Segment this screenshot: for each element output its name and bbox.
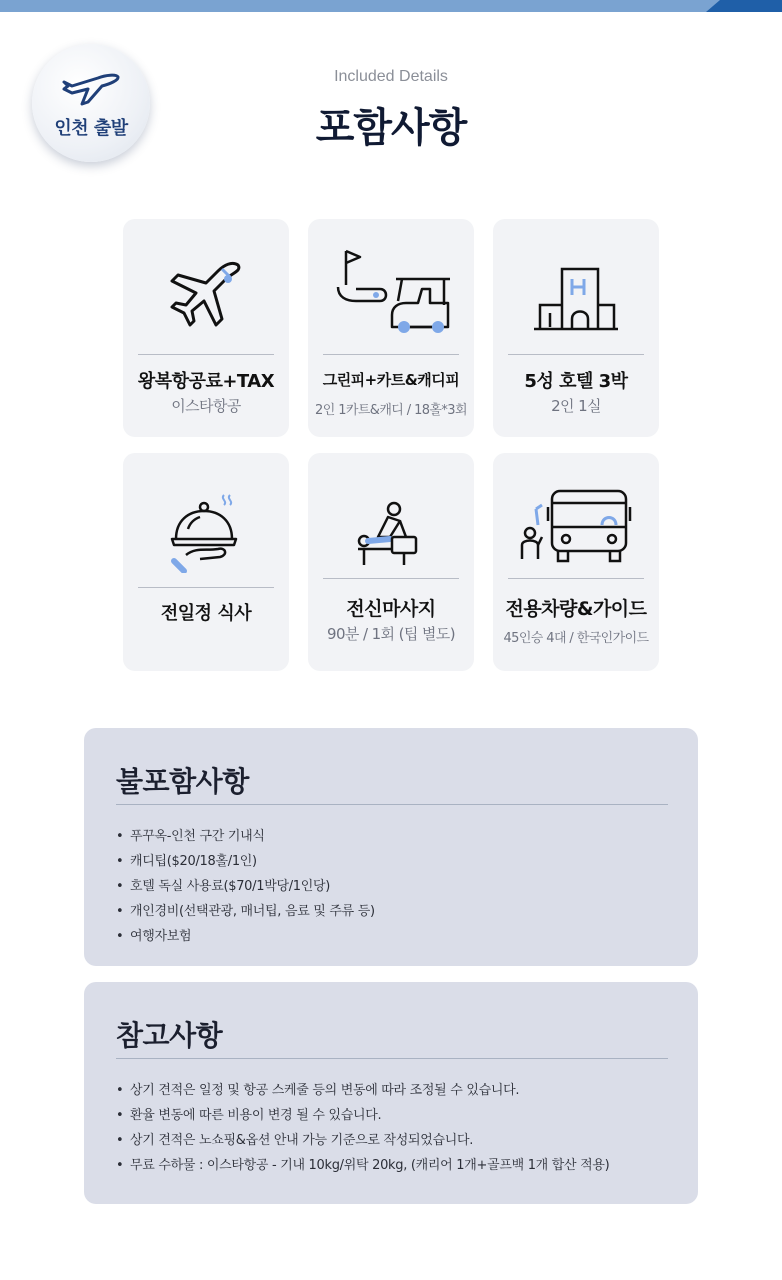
massage-icon — [354, 497, 428, 571]
list-item: • 개인경비(선택관광, 매너팁, 음료 및 주류 등) — [116, 899, 375, 924]
list-item: • 여행자보험 — [116, 924, 375, 949]
card-name: 5성 호텔 3박 — [524, 371, 628, 392]
card-name: 전용차량&가이드 — [505, 598, 647, 620]
notes-list — [116, 1078, 609, 1178]
badge-label: 인천 출발 — [54, 118, 128, 139]
golf-cart-icon — [326, 245, 456, 335]
panel-divider — [116, 804, 668, 805]
hotel-icon — [530, 263, 622, 335]
card-divider — [323, 354, 459, 355]
notes-panel — [84, 982, 698, 1204]
list-item: • 상기 견적은 노쇼핑&옵션 안내 가능 기준으로 작성되었습니다. — [116, 1128, 609, 1153]
excluded-panel — [84, 728, 698, 966]
included-card-golf — [308, 219, 474, 437]
card-name: 전신마사지 — [346, 598, 436, 620]
bus-guide-icon — [516, 487, 636, 567]
card-desc: 2인 1카트&캐디 / 18홀*3회 — [315, 403, 467, 418]
list-item: • 무료 수하물 : 이스타항공 - 기내 10kg/위탁 20kg, (캐리어 1개+골프백 1개 합산 적용) — [116, 1153, 609, 1178]
card-divider — [508, 578, 644, 579]
airplane-icon — [166, 257, 246, 337]
card-divider — [323, 578, 459, 579]
included-card-hotel — [493, 219, 659, 437]
list-item: • 캐디팁($20/18홀/1인) — [116, 849, 375, 874]
excluded-title: 불포함사항 — [116, 765, 249, 798]
card-desc: 45인승 4대 / 한국인가이드 — [503, 631, 649, 646]
card-name: 그린피+카트&캐디피 — [322, 371, 460, 389]
meal-cloche-icon — [166, 489, 246, 573]
included-card-massage — [308, 453, 474, 671]
page-title: 포함사항 — [315, 105, 467, 151]
excluded-list — [116, 824, 375, 949]
list-item: • 푸꾸옥-인천 구간 기내식 — [116, 824, 375, 849]
card-divider — [508, 354, 644, 355]
card-divider — [138, 354, 274, 355]
card-desc: 90분 / 1회 (팁 별도) — [327, 625, 455, 643]
card-name: 전일정 식사 — [160, 603, 252, 624]
card-desc: 이스타항공 — [171, 397, 241, 415]
card-name: 왕복항공료+TAX — [137, 371, 275, 392]
included-card-meals — [123, 453, 289, 671]
included-card-transport — [493, 453, 659, 671]
card-desc: 2인 1실 — [551, 397, 601, 415]
included-card-airfare — [123, 219, 289, 437]
list-item: • 환율 변동에 따른 비용이 변경 될 수 있습니다. — [116, 1103, 609, 1128]
card-divider — [138, 587, 274, 588]
list-item: • 상기 견적은 일정 및 항공 스케줄 등의 변동에 따라 조정될 수 있습니다. — [116, 1078, 609, 1103]
list-item: • 호텔 독실 사용료($70/1박당/1인당) — [116, 874, 375, 899]
section-subtitle: Included Details — [334, 68, 448, 85]
notes-title: 참고사항 — [116, 1019, 223, 1052]
top-bar — [0, 0, 782, 12]
panel-divider — [116, 1058, 668, 1059]
